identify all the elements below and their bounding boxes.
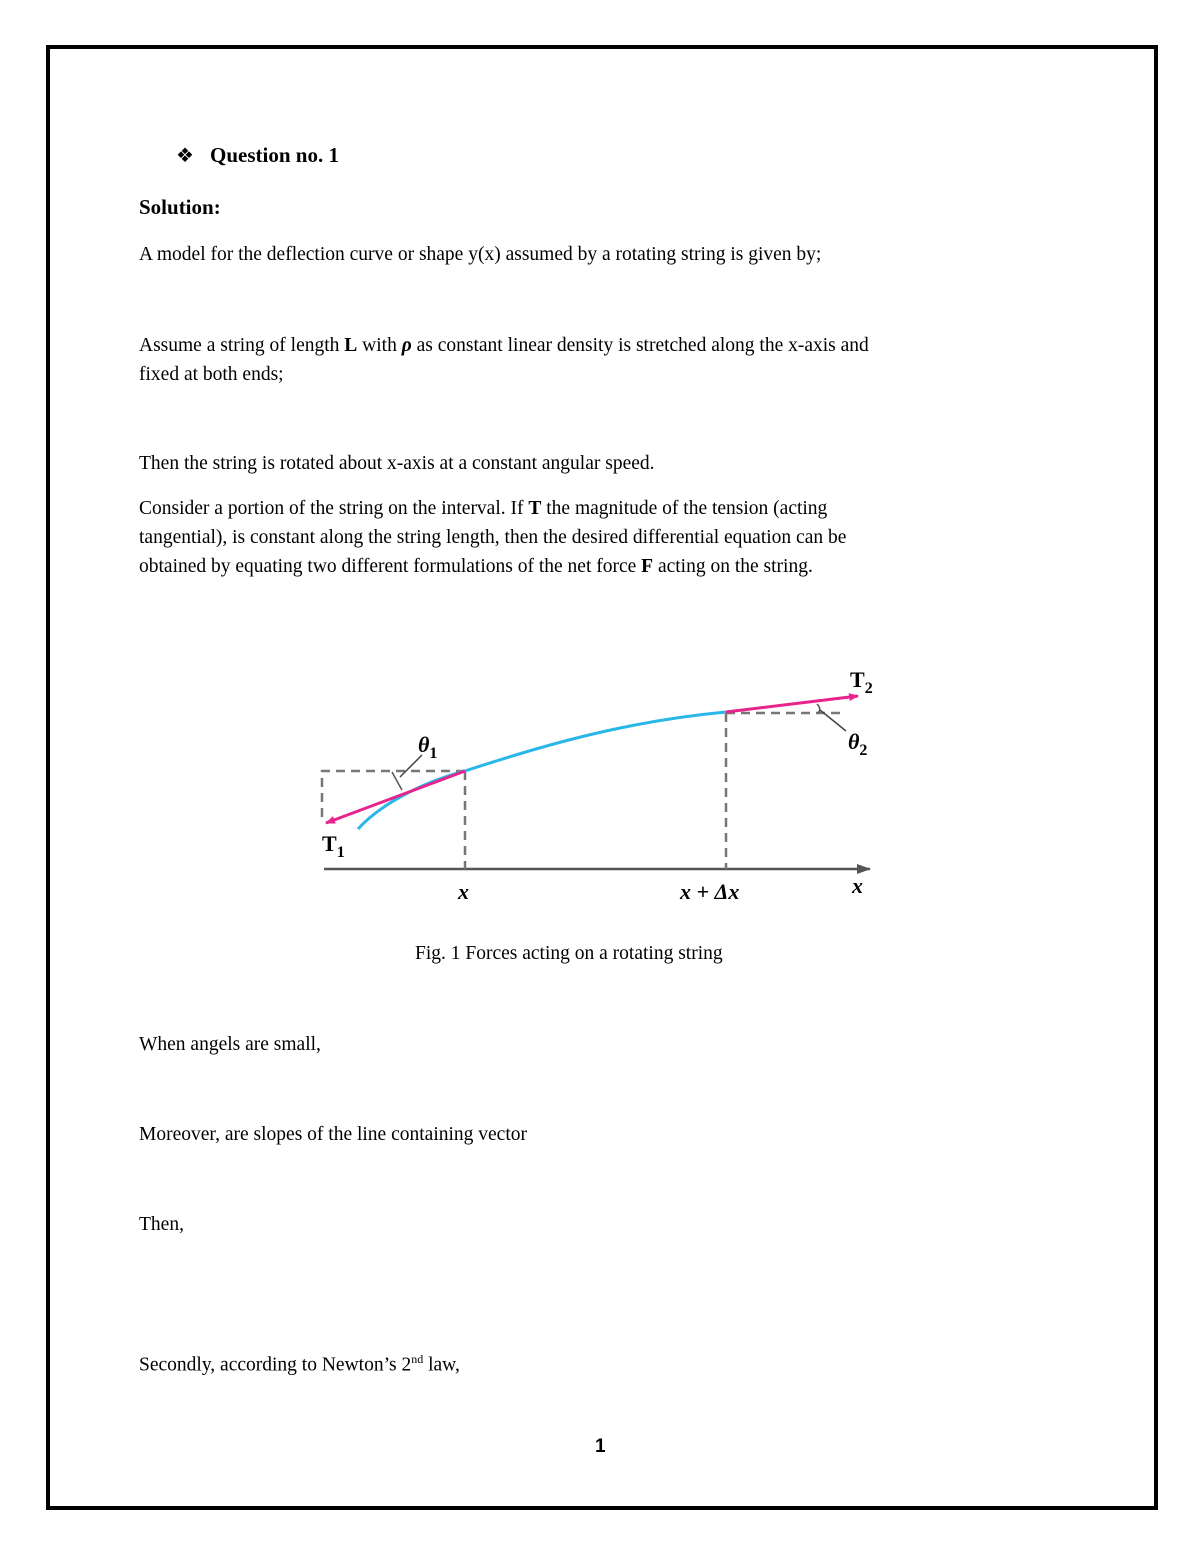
text-run: with [357,335,402,356]
paragraph-consider-line3 [139,552,813,581]
label-theta1: $\theta_1$ [418,732,438,762]
solution-label: Solution: [139,195,221,219]
tick-label-x-plus-dx: x + Δx [680,879,740,904]
text-moreover: Moreover, are slopes of the line containing vector [139,1124,528,1145]
text-run: acting on the string. [653,556,813,577]
theta1-arc [392,772,402,790]
symbol-rho: ρ [401,335,412,356]
tick-label-x: x [458,879,469,904]
symbol-F: F [641,556,654,577]
text-newton [139,1345,460,1380]
text-run: law, [423,1354,460,1376]
symbol-T: T [528,498,542,519]
text-run: Consider a portion of the string on the interval. If [139,498,529,519]
paragraph-assume-line2: fixed at both ends; [139,364,284,385]
symbol-L: L [344,335,358,356]
rotating-string-figure [310,655,910,915]
question-title: Question no. 1 [210,143,339,167]
paragraph-consider-line1 [139,494,827,523]
paragraph-rotated: Then the string is rotated about x-axis at a constant angular speed. [139,453,655,474]
paragraph-assume-line1 [139,331,869,360]
page-number: 1 [595,1436,606,1457]
label-t1: $T_1$ [322,831,345,861]
theta1-pointer [400,755,422,777]
theta2-arc [817,704,820,713]
diamond-cross-icon: ❖ [176,145,194,167]
label-t2: $T_2$ [850,667,873,697]
text-run: obtained by equating two different formulations of the net force [139,556,642,577]
text-run: as constant linear density is stretched along the x-axis and [411,335,869,356]
paragraph-consider-line2: tangential), is constant along the string length, then the desired differential equation can be [139,527,847,548]
axis-label-x: x [852,873,863,898]
label-theta2: $\theta_2$ [848,729,868,759]
paragraph-model: A model for the deflection curve or shape y(x) assumed by a rotating string is given by; [139,244,822,265]
tension-vector-t2 [726,696,858,712]
text-run: Secondly, according to Newton’s 2 [139,1354,412,1376]
text-then: Then, [139,1214,184,1235]
figure-caption: Fig. 1 Forces acting on a rotating string [415,943,723,964]
text-small-angles: When angels are small, [139,1034,321,1055]
superscript-nd: nd [411,1352,424,1366]
text-run: the magnitude of the tension (acting [541,498,828,519]
text-run: Assume a string of length [139,335,345,356]
